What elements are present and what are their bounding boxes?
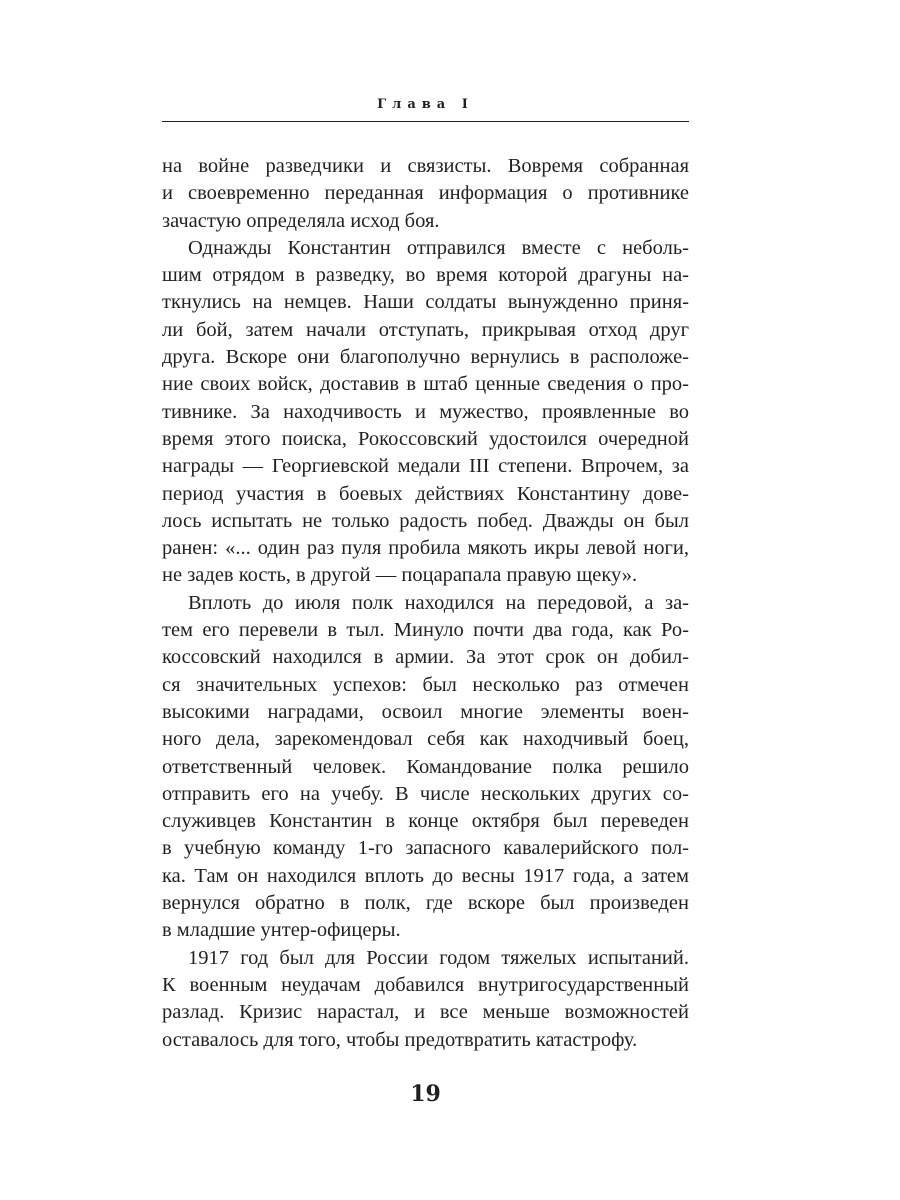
text-line: разлад. Кризис нарастал, и все меньше возможностей [162, 1001, 689, 1024]
text-line: 1917 год был для России годом тяжелых испытаний. [188, 946, 689, 969]
running-head-chapter-title: Глава I [377, 97, 474, 112]
text-line: ткнулись на немцев. Наши солдаты вынужденно приня- [162, 291, 689, 314]
text-line: оставалось для того, чтобы предотвратить катастрофу. [162, 1028, 638, 1051]
paragraph [162, 153, 689, 235]
text-line: отправить его на учебу. В числе нескольких других со- [162, 782, 689, 805]
text-line: лось испытать не только радость побед. Дважды он был [162, 509, 689, 532]
paragraph [162, 590, 689, 945]
text-line: зачастую определяла исход боя. [162, 209, 440, 232]
text-line: не задев кость, в другой — поцарапала правую щеку». [162, 564, 638, 587]
text-line: тивнике. За находчивость и мужество, проявленные во [162, 400, 689, 423]
text-line: шим отрядом в разведку, во время которой драгуны на- [162, 264, 689, 287]
text-line: награды — Георгиевской медали III степени. Впрочем, за [162, 455, 689, 478]
text-line: высокими наградами, освоил многие элементы воен- [162, 700, 689, 723]
text-line: период участия в боевых действиях Константину дове- [162, 482, 689, 505]
text-line: время этого поиска, Рокоссовский удостоился очередной [162, 427, 689, 450]
text-line: ние своих войск, доставив в штаб ценные сведения о про- [162, 373, 689, 396]
text-line: на войне разведчики и связисты. Вовремя собранная [162, 155, 689, 177]
text-line: друга. Вскоре они благополучно вернулись в расположе- [162, 346, 689, 369]
text-line: в младшие унтер-офицеры. [162, 919, 401, 942]
paragraph [162, 235, 689, 590]
text-line: Однажды Константин отправился вместе с неболь- [188, 236, 689, 259]
paragraph [162, 945, 689, 1054]
text-line: и своевременно переданная информация о противнике [162, 182, 689, 205]
text-line: в учебную команду 1-го запасного кавалерийского пол- [162, 837, 689, 860]
text-line: коссовский находился в армии. За этот срок он добил- [162, 646, 689, 669]
text-line: вернулся обратно в полк, где вскоре был произведен [162, 892, 689, 915]
body-text [162, 153, 689, 1054]
text-line: ранен: «... один раз пуля пробила мякоть икры левой ноги, [162, 537, 689, 560]
text-line: ся значительных успехов: был несколько раз отмечен [162, 673, 689, 696]
text-line: ответственный человек. Командование полка решило [162, 755, 689, 778]
text-line: ного дела, зарекомендовал себя как находчивый боец, [162, 728, 689, 751]
page-number: 19 [410, 1081, 441, 1107]
text-line: К военным неудачам добавился внутригосударственный [162, 973, 689, 996]
text-line: ли бой, затем начали отступать, прикрывая отход друг [162, 318, 689, 341]
text-line: служивцев Константин в конце октября был переведен [162, 810, 689, 833]
text-line: Вплоть до июля полк находился на передовой, а за- [188, 591, 689, 614]
header-divider-rule [162, 121, 689, 122]
text-line: тем его перевели в тыл. Минуло почти два года, как Ро- [162, 619, 689, 642]
text-line: ка. Там он находился вплоть до весны 1917 года, а затем [162, 864, 689, 887]
